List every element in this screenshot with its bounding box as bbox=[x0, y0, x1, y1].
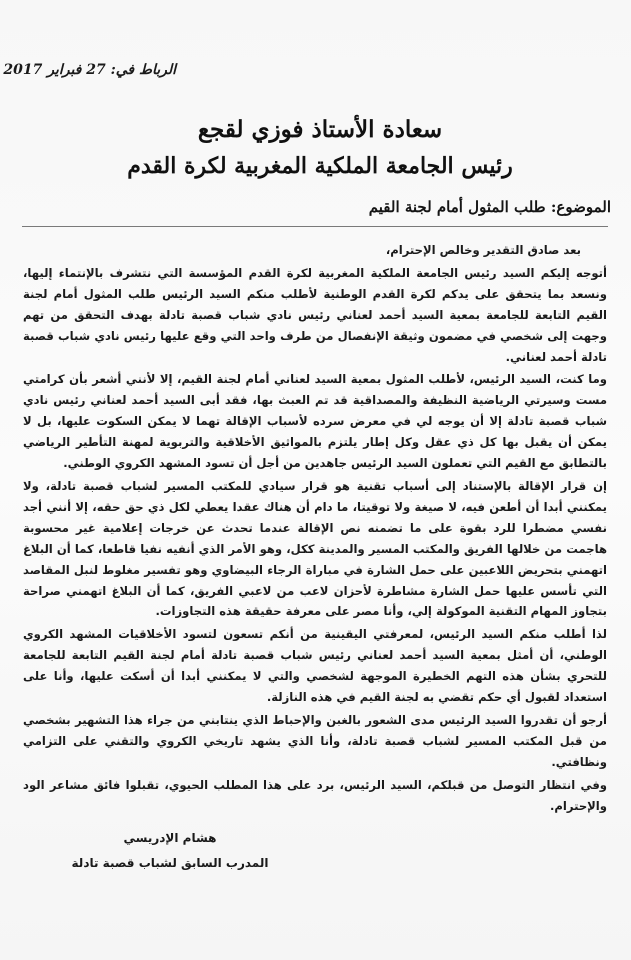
addressee-block bbox=[40, 112, 600, 184]
body-paragraph: إن قرار الإقالة بالإستناد إلى أسباب تقنية هو قرار سيادي للمكتب المسير لشباب قصبة تادلة، ولا يمكنني أبدا أن أطعن فيه، لا صيغة ولا توقيتا، ما دام أن هناك عقدا يعطي لكل ذي حق حقه، إلا أنني أجد نفسي مضطرا للرد بقوة على ما تضمنه نص الإقالة عندما تحدث عن خرجات إعلامية غير محسوبة هاجمت من خلالها الفريق والمكتب المسير والمدينة ككل، وهو الأمر الذي أنفيه نفيا قاطعا، كما أن البلاغ اتهمني بتحريض اللاعبين على حمل الشارة في مباراة الرجاء البيضاوي وهو تفسير مغلوط لنبل المقاصد التي تأسس عليها حمل الشارة مشاطرة لأحزان لاعب من لاعبي الفريق، كما أن البلاغ اتهمني صراحة بتجاوز المهام التقنية الموكولة إلي، وأنا مصر على معرفة حقيقة هذه التجاوزات. bbox=[23, 478, 607, 619]
signature-role: المدرب السابق لشباب قصبة تادلة bbox=[71, 856, 269, 870]
letter-body bbox=[23, 240, 607, 818]
subject-text: طلب المثول أمام لجنة القيم bbox=[368, 198, 546, 216]
subject-label: الموضوع: bbox=[550, 198, 611, 216]
letter-date: الرباط في: 27 فبراير 2017 bbox=[3, 62, 176, 78]
body-paragraph: لذا أطلب منكم السيد الرئيس، لمعرفتي اليقينية من أنكم تسعون لتسود الأخلاقيات المشهد الكروي الوطني، أن أمثل بمعية السيد أحمد لعناني رئيس شباب قصبة تادلة أمام لجنة القيم التابعة للجامعة للتحري بشأن هذه التهم الخطيرة الموجهة لشخصي والتي لا يمكنني أبدا أن أسكت عليها، وأنا على استعداد لقبول أي حكم تقضي به لجنة القيم في هذه النازلة. bbox=[23, 627, 607, 705]
body-paragraph: وفي انتظار التوصل من قبلكم، السيد الرئيس، برد على هذا المطلب الحيوي، تقبلوا فائق مشاعر الود والإحترام. bbox=[23, 777, 607, 813]
signature-name: هشام الإدريسي bbox=[123, 831, 217, 845]
subject-line bbox=[51, 198, 611, 216]
addressee-title: رئيس الجامعة الملكية المغربية لكرة القدم bbox=[127, 153, 513, 179]
body-paragraph: أرجو أن تقدروا السيد الرئيس مدى الشعور بالغبن والإحباط الذي ينتابني من جراء هذا التشهير بشخصي من قبل المكتب المسير لشباب قصبة تادلة، وأنا الذي يشهد تاريخي الكروي والتقني على التزامي ونظافتي. bbox=[23, 712, 607, 769]
greeting: بعد صادق التقدير وخالص الإحترام، bbox=[385, 243, 581, 257]
addressee-name: سعادة الأستاذ فوزي لقجع bbox=[197, 116, 443, 143]
subject-divider bbox=[22, 226, 608, 227]
signature-block bbox=[60, 826, 280, 876]
body-paragraph: وما كنت، السيد الرئيس، لأطلب المثول بمعية السيد لعناني أمام لجنة القيم، إلا لأنني أشعر بأن كرامتي مست وسيرتي الرياضية النظيفة والمصداقية قد تم العبث بها، فقد أبى السيد أحمد لعناني رئيس نادي شباب قصبة تادلة إلا أن يوجه لي في معرض سرده لأسباب الإقالة تهما لا يمكن السكوت عليها، بل لا يمكن أن يقبل بها كل ذي عقل وكل إطار يلتزم بالمواثيق الأخلاقية والتربوية لمهنة التأطير الرياضي بالتطابق مع القيم التي تعملون السيد الرئيس جاهدين من أجل أن تسود المشهد الكروي الوطني. bbox=[23, 372, 607, 471]
body-paragraph: أتوجه إليكم السيد رئيس الجامعة الملكية المغربية لكرة القدم المؤسسة التي نتشرف بالإنتماء إليها، ونسعد بما يتحقق على يدكم لكرة القدم الوطنية لأطلب منكم السيد الرئيس طلب المثول أمام لجنة القيم التابعة للجامعة بمعية السيد أحمد لعناني رئيس نادي شباب قصبة تادلة بهدف التحقق من تهم وجهت إلى شخصي في مضمون وثيقة الإنفصال من طرف واحد التي وقع عليها رئيس نادي شباب قصبة تادلة أحمد لعناني. bbox=[23, 265, 607, 364]
